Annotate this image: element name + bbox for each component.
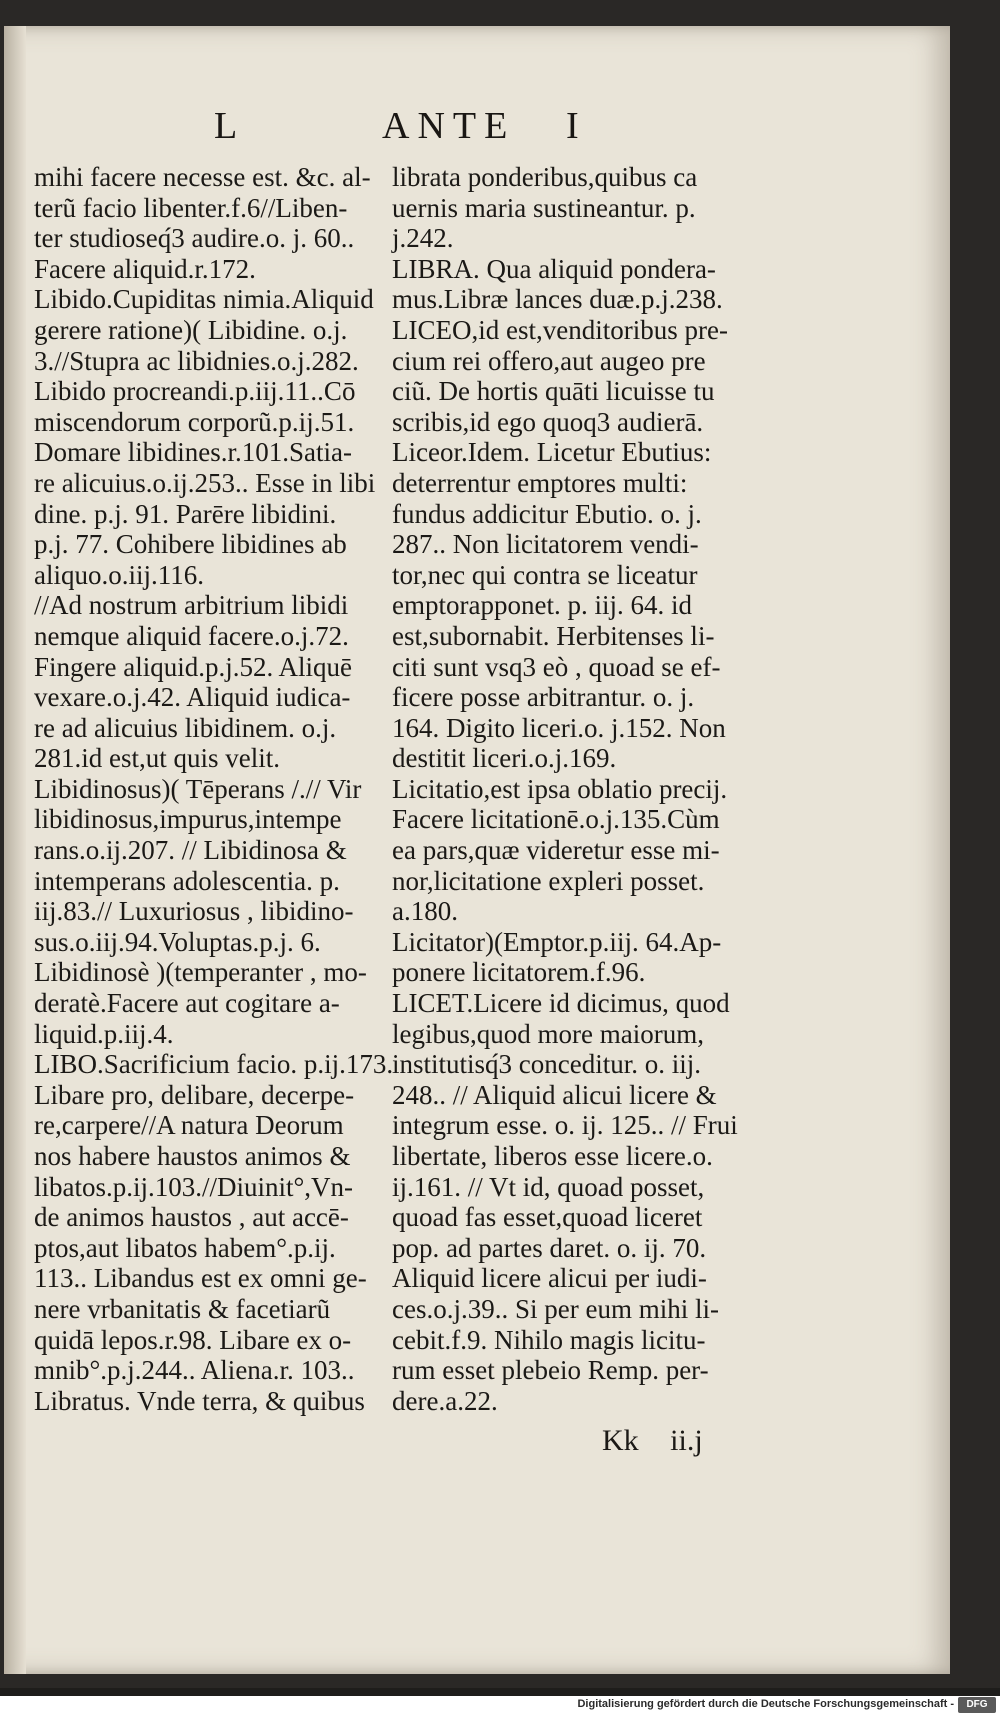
signature-mark: Kk ii.j: [602, 1424, 703, 1457]
text-line: integrum esse. o. ij. 125.. // Frui: [392, 1110, 738, 1141]
text-line: LICEO,id est,venditoribus pre-: [392, 314, 728, 345]
text-line: Licitatio,est ipsa oblatio precij.: [392, 773, 728, 804]
text-line: Licitator)(Emptor.p.iij. 64.Ap-: [392, 926, 722, 957]
text-line: ces.o.j.39.. Si per eum mihi li-: [392, 1293, 719, 1324]
text-line: deterrentur emptores multi:: [392, 467, 688, 498]
text-line: rans.o.ij.207. // Libidinosa &: [34, 835, 347, 866]
text-line: mihi facere necesse est. &c. al-: [34, 162, 371, 192]
text-line: ij.161. // Vt id, quoad posset,: [392, 1171, 705, 1202]
text-line: scribis,id ego quoq3 audierā.: [392, 406, 704, 437]
text-line: librata ponderibus,quibus ca: [392, 162, 698, 192]
text-line: dere.a.22.: [392, 1385, 498, 1416]
text-line: j.242.: [392, 223, 454, 254]
text-line: 287.. Non licitatorem vendi-: [392, 529, 699, 560]
text-line: ter studioseq́3 audire.o. j. 60..: [34, 223, 355, 254]
text-line: libertate, liberos esse licere.o.: [392, 1141, 713, 1171]
text-line: tor,nec qui contra se liceatur: [392, 559, 698, 590]
running-head-left: L: [214, 105, 240, 147]
text-line: uernis maria sustineantur. p.: [392, 192, 696, 223]
text-line: re,carpere//A natura Deorum: [34, 1110, 344, 1141]
text-line: ea pars,quæ videretur esse mi-: [392, 835, 720, 866]
dfg-logo: DFG: [958, 1697, 996, 1713]
text-line: libatos.p.ij.103.//Diuinit°,Vn-: [34, 1171, 354, 1202]
running-head: [214, 104, 614, 150]
text-line: miscendorum corporũ.p.ij.51.: [34, 406, 355, 437]
text-line: dine. p.j. 91. Parēre libidini.: [34, 498, 337, 529]
text-line: terũ facio libenter.f.6//Liben-: [34, 192, 348, 223]
text-line: 113.. Libandus est ex omni ge-: [34, 1263, 367, 1294]
text-line: ponere licitatorem.f.96.: [392, 957, 646, 988]
text-line: 3.//Stupra ac libidnies.o.j.282.: [34, 345, 359, 376]
text-line: emptorapponet. p. iij. 64. id: [392, 590, 692, 621]
text-line: 281.id est,ut quis velit.: [34, 743, 280, 774]
text-line: ptos,aut libatos habem°.p.ij.: [34, 1232, 336, 1263]
text-line: Fingere aliquid.p.j.52. Aliquē: [34, 651, 352, 682]
text-line: Facere licitationē.o.j.135.Cùm: [392, 804, 720, 835]
running-head-middle: ANTE: [382, 105, 516, 147]
text-line: Libratus. Vnde terra, & quibus: [34, 1385, 365, 1416]
text-line: Libidinosus)( Tēperans /.// Vir: [34, 773, 362, 804]
text-line: nos habere haustos animos &: [34, 1141, 351, 1171]
text-line: de animos haustos , aut accē-: [34, 1202, 349, 1233]
text-line: iij.83.// Luxuriosus , libidino-: [34, 896, 354, 927]
footer-credit: Digitalisierung gefördert durch die Deutsche Forschungsgemeinschaft -: [577, 1698, 954, 1710]
text-line: Libido procreandi.p.iij.11..Cō: [34, 376, 356, 407]
text-line: mnib°.p.j.244.. Aliena.r. 103..: [34, 1355, 355, 1386]
text-line: LIBRA. Qua aliquid pondera-: [392, 253, 716, 284]
text-line: gerere ratione)( Libidine. o.j.: [34, 314, 348, 345]
text-line: Domare libidines.r.101.Satia-: [34, 437, 352, 468]
text-line: ficere posse arbitrantur. o. j.: [392, 682, 695, 713]
text-line: Libido.Cupiditas nimia.Aliquid: [34, 284, 374, 315]
text-line: deratè.Facere aut cogitare a-: [34, 988, 340, 1019]
page-gutter: [4, 26, 26, 1674]
text-line: nor,licitatione expleri posset.: [392, 865, 705, 896]
text-line: legibus,quod more maiorum,: [392, 1018, 704, 1049]
right-column: [392, 162, 782, 1416]
text-line: aliquo.o.iij.116.: [34, 559, 204, 590]
text-line: institutisq́3 conceditur. o. iij.: [392, 1049, 701, 1080]
text-line: mus.Libræ lances duæ.p.j.238.: [392, 284, 723, 315]
text-line: a.180.: [392, 896, 458, 927]
text-line: fundus addicitur Ebutio. o. j.: [392, 498, 702, 529]
text-line: //Ad nostrum arbitrium libidi: [34, 590, 349, 621]
running-head-right: I: [566, 105, 581, 147]
footer-bar: [0, 1696, 1000, 1716]
text-line: pop. ad partes daret. o. ij. 70.: [392, 1232, 707, 1263]
text-line: cium rei offero,aut augeo pre: [392, 345, 706, 376]
text-line: Libidinosè )(temperanter , mo-: [34, 957, 367, 988]
text-line: citi sunt vsq3 eò , quoad se ef-: [392, 651, 721, 682]
left-column: [34, 162, 414, 1416]
text-line: Libare pro, delibare, decerpe-: [34, 1079, 355, 1110]
text-line: liquid.p.iij.4.: [34, 1018, 174, 1049]
text-line: est,subornabit. Herbitenses li-: [392, 620, 715, 651]
text-line: destitit liceri.o.j.169.: [392, 743, 617, 774]
text-line: 248.. // Aliquid alicui licere &: [392, 1079, 717, 1110]
book-page: [4, 26, 950, 1674]
text-line: quidā lepos.r.98. Libare ex o-: [34, 1324, 352, 1355]
text-line: Liceor.Idem. Licetur Ebutius:: [392, 437, 712, 468]
text-line: nere vrbanitatis & facetiarũ: [34, 1293, 331, 1324]
text-line: Aliquid licere alicui per iudi-: [392, 1263, 707, 1294]
text-line: 164. Digito liceri.o. j.152. Non: [392, 712, 726, 743]
text-line: nemque aliquid facere.o.j.72.: [34, 620, 349, 651]
text-line: sus.o.iij.94.Voluptas.p.j. 6.: [34, 926, 321, 957]
text-line: cebit.f.9. Nihilo magis licitu-: [392, 1324, 706, 1355]
text-line: intemperans adolescentia. p.: [34, 865, 340, 896]
text-line: ciũ. De hortis quāti licuisse tu: [392, 376, 715, 407]
text-line: rum esset plebeio Remp. per-: [392, 1355, 709, 1386]
text-line: quoad fas esset,quoad liceret: [392, 1202, 703, 1233]
text-line: libidinosus,impurus,intempe: [34, 804, 342, 835]
text-line: p.j. 77. Cohibere libidines ab: [34, 529, 347, 560]
text-line: re ad alicuius libidinem. o.j.: [34, 712, 337, 743]
text-line: Facere aliquid.r.172.: [34, 253, 256, 284]
text-line: vexare.o.j.42. Aliquid iudica-: [34, 682, 351, 713]
text-line: LIBO.Sacrificium facio. p.ij.173.: [34, 1049, 394, 1080]
text-line: re alicuius.o.ij.253.. Esse in libi: [34, 467, 376, 498]
text-line: LICET.Licere id dicimus, quod: [392, 988, 730, 1019]
